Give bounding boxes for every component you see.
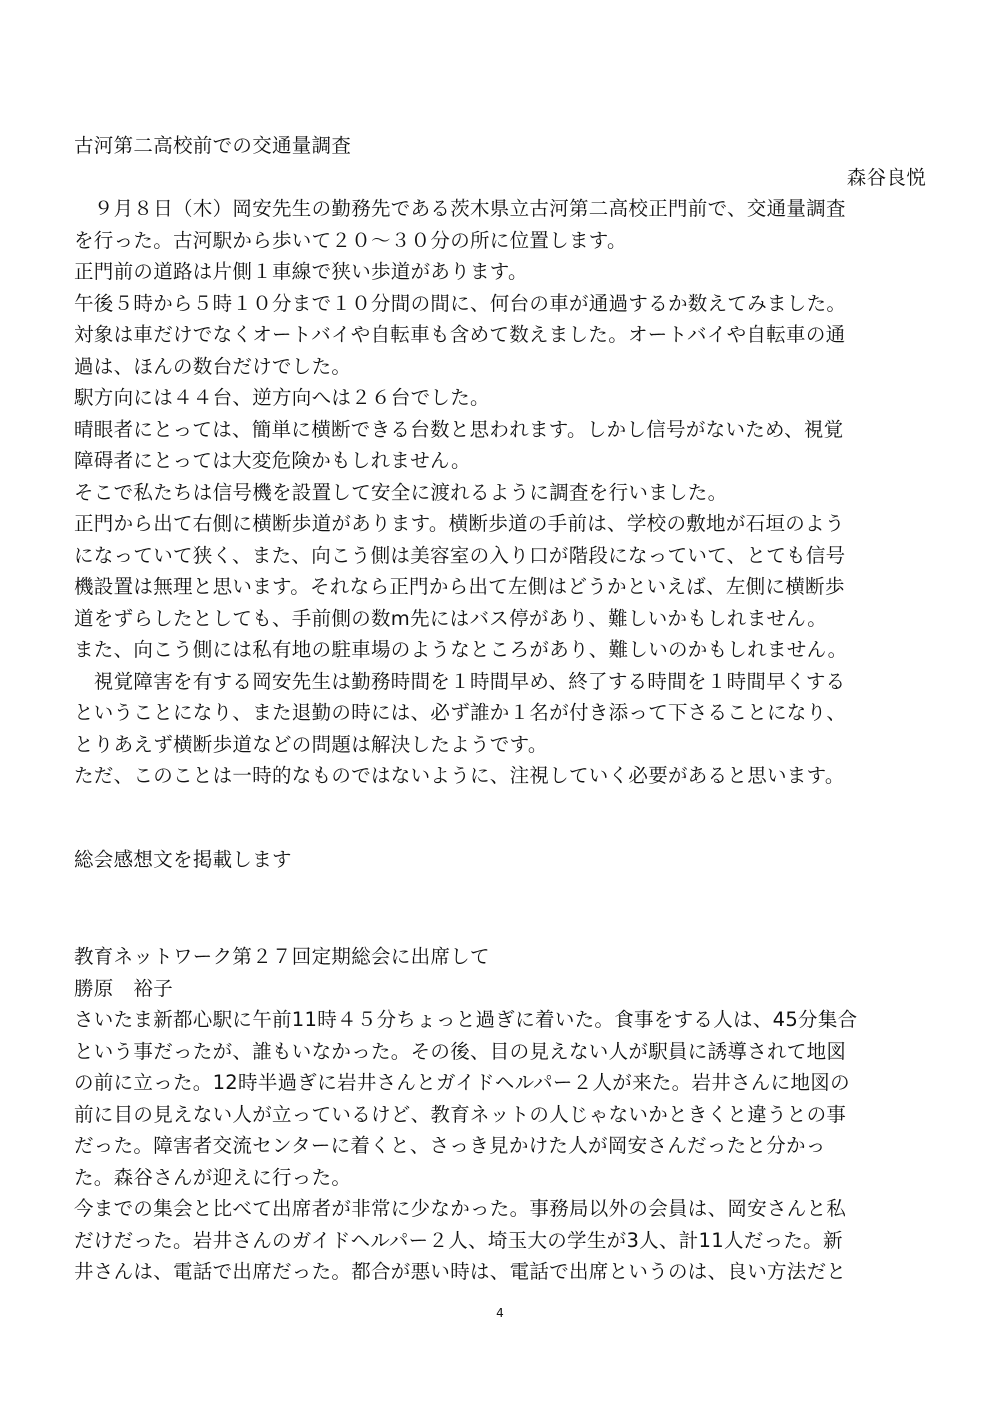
- text-line: 前に目の見えない人が立っているけど、教育ネットの人じゃないかときくと違うとの事: [74, 1102, 847, 1126]
- article-author: 勝原 裕子: [74, 976, 174, 1000]
- spacer: [74, 792, 926, 844]
- article-title: 古河第二高校前での交通量調査: [74, 134, 352, 157]
- text-line: という事だったが、誰もいなかった。その後、目の見えない人が駅員に誘導されて地図: [74, 1039, 847, 1063]
- text-line: 午後５時から５時１０分まで１０分間の間に、何台の車が通過するか数えてみました。: [74, 291, 847, 315]
- text-line: そこで私たちは信号機を設置して安全に渡れるように調査を行いました。: [74, 480, 728, 504]
- text-line: 道をずらしたとしても、手前側の数m先にはバス停があり、難しいかもしれません。: [74, 606, 828, 630]
- text-line: ただ、このことは一時的なものではないように、注視していく必要があると思います。: [74, 764, 845, 787]
- text-line: 駅方向には４４台、逆方向へは２６台でした。: [74, 386, 490, 409]
- text-line: ということになり、また退勤の時には、必ず誰か１名が付き添って下さることになり、: [74, 701, 847, 724]
- text-line: 正門前の道路は片側１車線で狭い歩道があります。: [74, 260, 528, 283]
- article-author: 森谷良悦: [846, 165, 926, 189]
- text-line: とりあえず横断歩道などの問題は解決したようです。: [74, 732, 548, 756]
- text-line: さいたま新都心駅に午前11時４５分ちょっと過ぎに着いた。食事をする人は、45分集合: [74, 1008, 858, 1031]
- text-line: だけだった。岩井さんのガイドヘルパー２人、埼玉大の学生が3人、計11人だった。新: [74, 1228, 843, 1252]
- article-paragraphs: [74, 1004, 926, 1288]
- notice-line: 総会感想文を掲載します: [74, 847, 292, 871]
- text-line: 今までの集会と比べて出席者が非常に少なかった。事務局以外の会員は、岡安さんと私: [74, 1197, 847, 1220]
- document-body: [74, 130, 926, 1288]
- page-number: 4: [496, 1306, 504, 1320]
- text-line: 視覚障害を有する岡安先生は勤務時間を１時間早め、終了する時間を１時間早くする: [74, 669, 846, 693]
- text-line: 対象は車だけでなくオートバイや自転車も含めて数えました。オートバイや自転車の通: [74, 323, 846, 346]
- text-line: を行った。古河駅から歩いて２０〜３０分の所に位置します。: [74, 228, 627, 252]
- spacer: [74, 875, 926, 941]
- text-line: だった。障害者交流センターに着くと、さっき見かけた人が岡安さんだったと分かっ: [74, 1134, 826, 1157]
- text-line: になっていて狭く、また、向こう側は美容室の入り口が階段になっていて、とても信号: [74, 543, 846, 567]
- text-line: 正門から出て右側に横断歩道があります。横断歩道の手前は、学校の敷地が石垣のよう: [74, 512, 845, 535]
- text-line: た。森谷さんが迎えに行った。: [74, 1165, 352, 1189]
- article-paragraphs: [74, 193, 926, 792]
- article-title: 教育ネットワーク第２７回定期総会に出席して: [74, 945, 490, 968]
- text-line: 障碍者にとっては大変危険かもしれません。: [74, 449, 471, 472]
- text-line: また、向こう側には私有地の駐車場のようなところがあり、難しいのかもしれません。: [74, 638, 848, 661]
- text-line: の前に立った。12時半過ぎに岩井さんとガイドヘルパー２人が来た。岩井さんに地図の: [74, 1071, 850, 1094]
- text-line: ９月８日（木）岡安先生の勤務先である茨木県立古河第二高校正門前で、交通量調査: [74, 197, 846, 220]
- text-line: 晴眼者にとっては、簡単に横断できる台数と思われます。しかし信号がないため、視覚: [74, 417, 844, 441]
- text-line: 井さんは、電話で出席だった。都合が悪い時は、電話で出席というのは、良い方法だと: [74, 1260, 847, 1283]
- text-line: 過は、ほんの数台だけでした。: [74, 354, 352, 378]
- text-line: 機設置は無理と思います。それなら正門から出て左側はどうかといえば、左側に横断歩: [74, 575, 845, 598]
